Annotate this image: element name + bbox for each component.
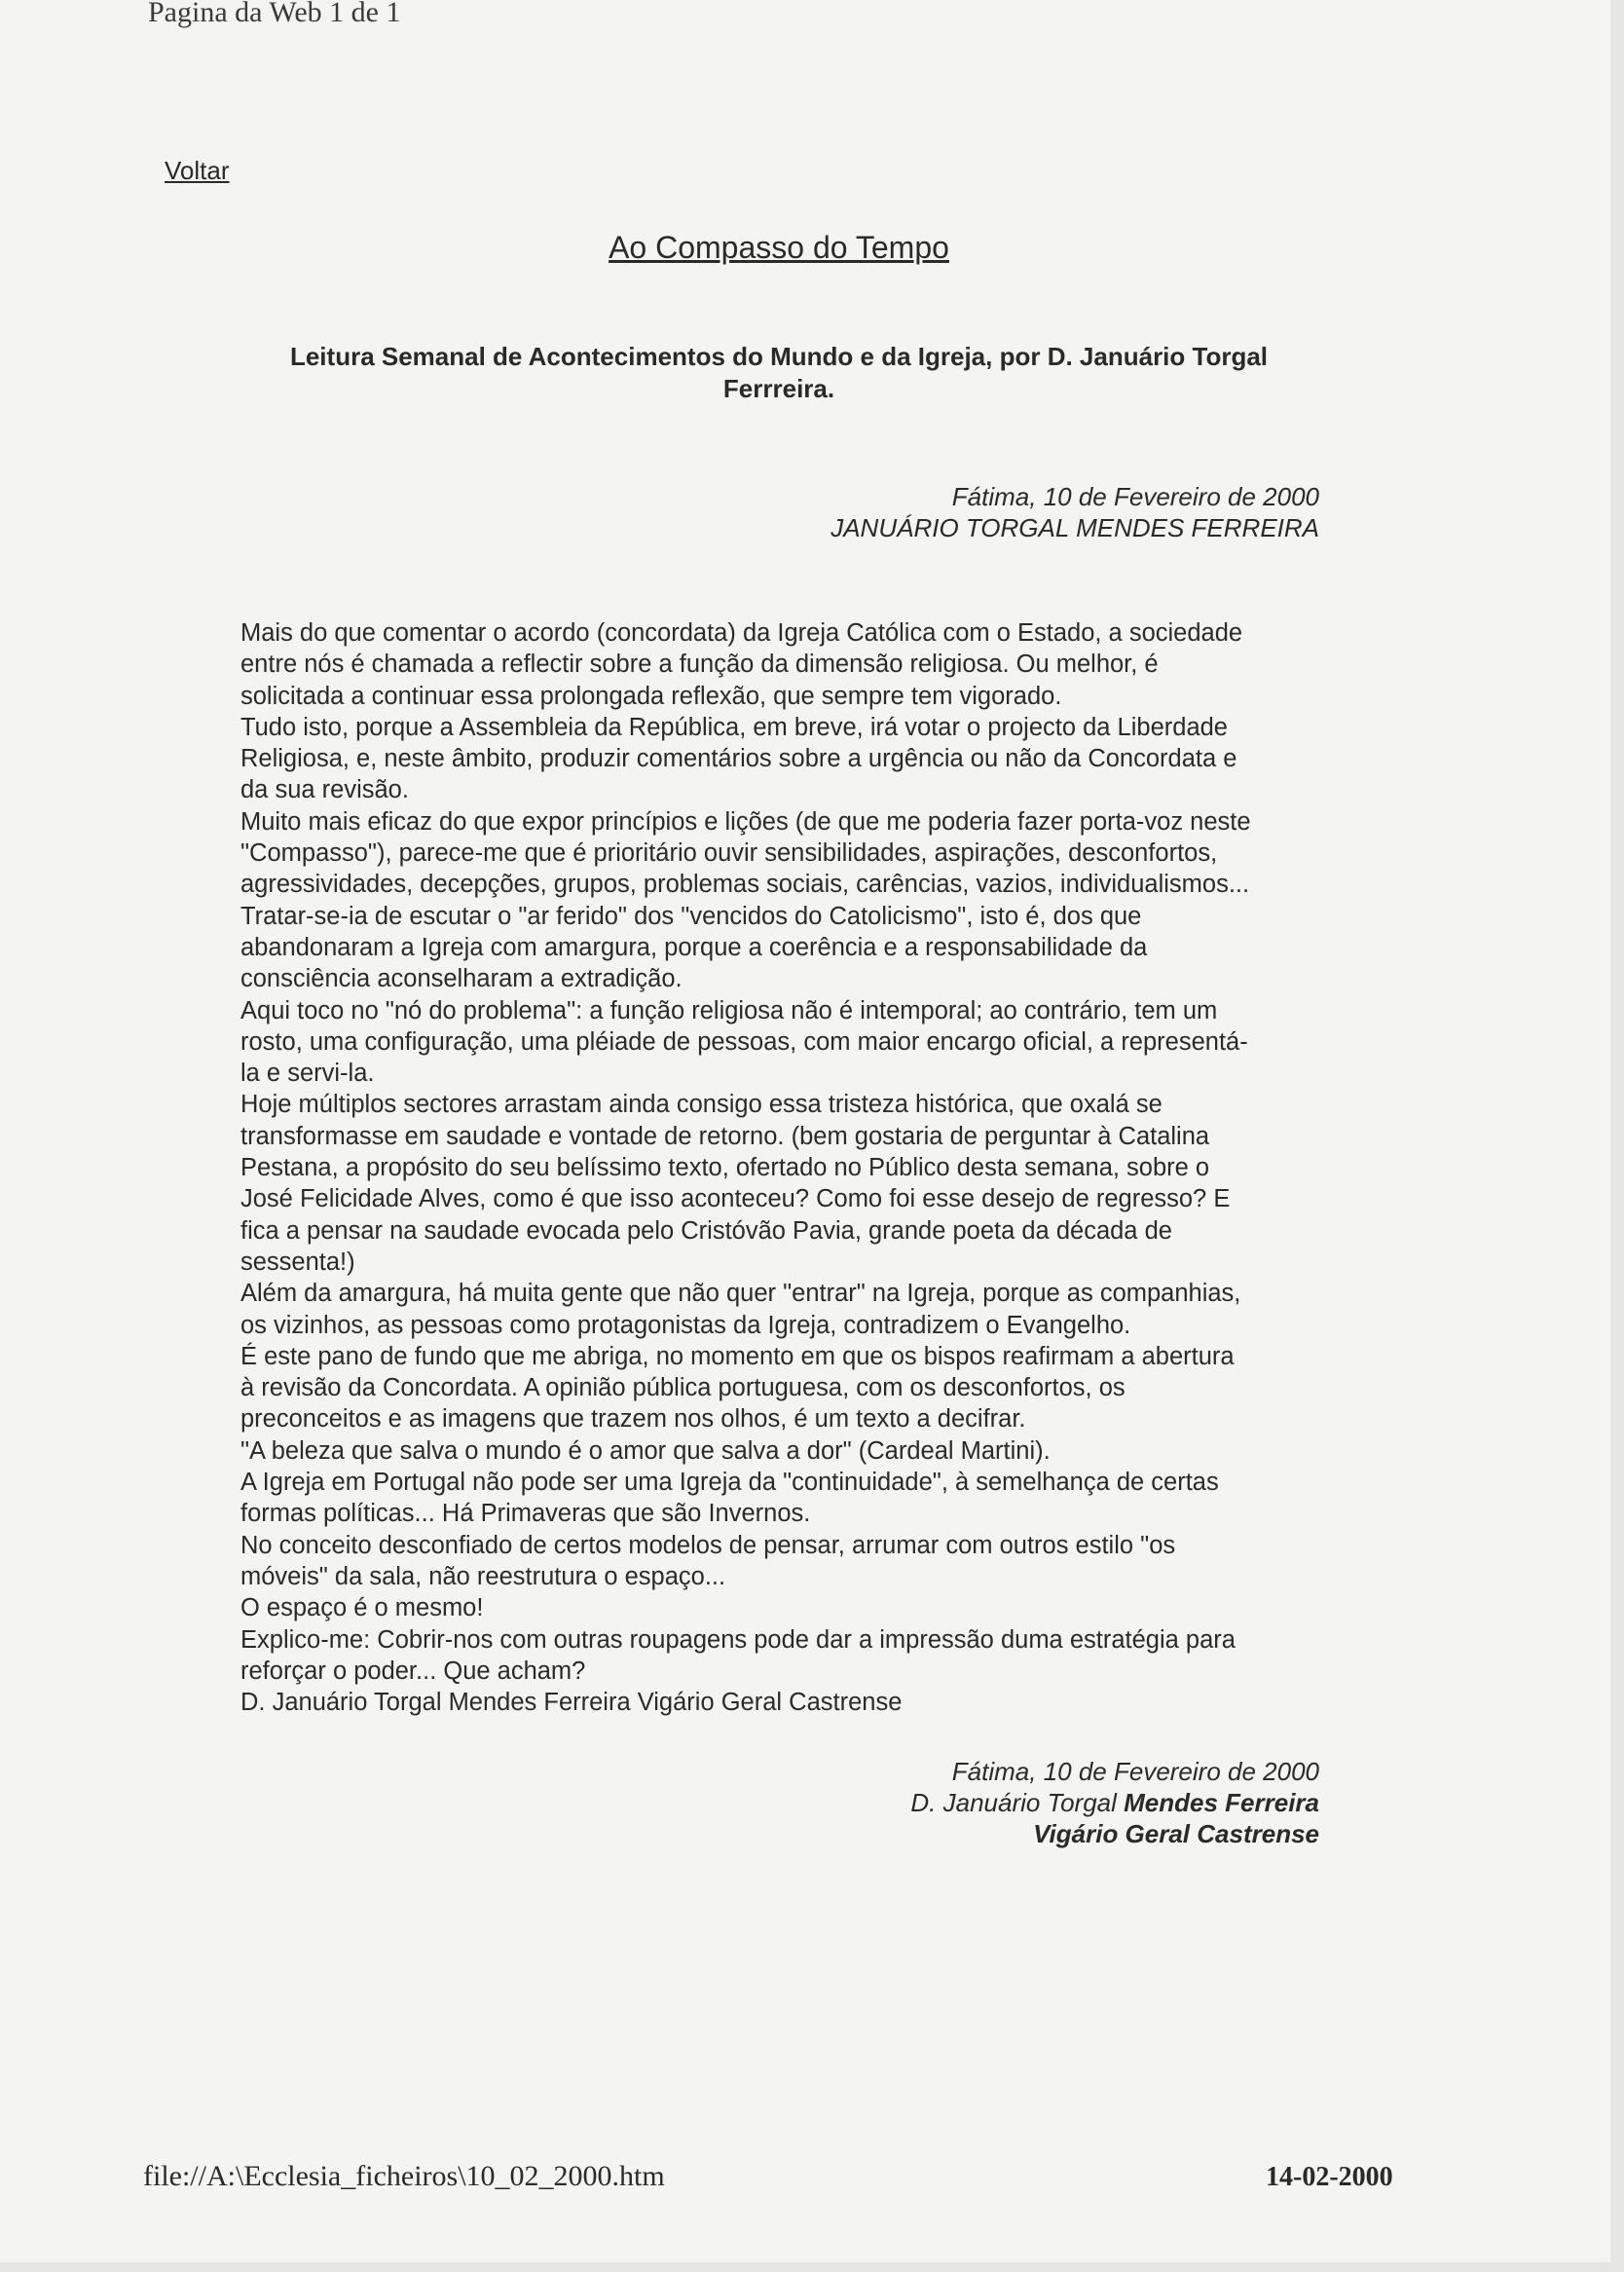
signature-place-date: Fátima, 10 de Fevereiro de 2000 xyxy=(951,1757,1319,1786)
print-header: Pagina da Web 1 de 1 xyxy=(148,0,401,28)
body-line: entre nós é chamada a reflectir sobre a função da dimensão religiosa. Ou melhor, é xyxy=(240,651,1159,679)
body-line: Religiosa, e, neste âmbito, produzir comentários sobre a urgência ou não da Concordata e xyxy=(240,745,1237,773)
page-bottom-edge xyxy=(0,2262,1624,2272)
body-line: "Compasso"), parece-me que é prioritário ouvir sensibilidades, aspirações, desconfortos, xyxy=(240,839,1218,868)
body-line: da sua revisão. xyxy=(240,776,409,804)
body-line: Muito mais eficaz do que expor princípios e lições (de que me poderia fazer porta-voz neste xyxy=(240,807,1251,836)
print-footer-date: 14-02-2000 xyxy=(1266,2162,1393,2192)
body-line: fica a pensar na saudade evocada pelo Cristóvão Pavia, grande poeta da década de xyxy=(240,1216,1172,1245)
body-line: solicitada a continuar essa prolongada reflexão, que sempre tem vigorado. xyxy=(240,682,1062,710)
body-line: Tratar-se-ia de escutar o "ar ferido" dos "vencidos do Catolicismo", isto é, dos que xyxy=(240,902,1142,930)
dateline-place-date: Fátima, 10 de Fevereiro de 2000 xyxy=(951,482,1319,511)
signature-role: Vigário Geral Castrense xyxy=(1033,1819,1319,1848)
body-line: rosto, uma configuração, uma pléiade de pessoas, com maior encargo oficial, a representá- xyxy=(240,1027,1248,1056)
body-line: Pestana, a propósito do seu belíssimo texto, ofertado no Público desta semana, sobre o xyxy=(240,1154,1210,1182)
body-line: Tudo isto, porque a Assembleia da República, em breve, irá votar o projecto da Liberdade xyxy=(240,713,1228,741)
body-line: José Felicidade Alves, como é que isso aconteceu? Como foi esse desejo de regresso? E xyxy=(240,1185,1231,1213)
body-line: Mais do que comentar o acordo (concordata) da Igreja Católica com o Estado, a sociedade xyxy=(240,619,1243,647)
article-subtitle xyxy=(243,341,1314,405)
back-link[interactable]: Voltar xyxy=(165,156,230,185)
body-line: formas políticas... Há Primaveras que são Invernos. xyxy=(240,1500,811,1528)
page-title: Ao Compasso do Tempo xyxy=(609,230,949,265)
body-line: No conceito desconfiado de certos modelos de pensar, arrumar com outros estilo "os xyxy=(240,1531,1176,1559)
print-footer-file-path: file://A:\Ecclesia_ficheiros\10_02_2000.htm xyxy=(143,2160,665,2192)
body-line: É este pano de fundo que me abriga, no momento em que os bispos reafirmam a abertura xyxy=(240,1342,1235,1370)
body-line: reforçar o poder... Que acham? xyxy=(240,1657,586,1685)
body-line: Explico-me: Cobrir-nos com outras roupagens pode dar a impressão duma estratégia para xyxy=(240,1625,1236,1654)
subtitle-line: Leitura Semanal de Acontecimentos do Mundo e da Igreja, por D. Januário Torgal xyxy=(289,342,1269,371)
dateline-author: JANUÁRIO TORGAL MENDES FERREIRA xyxy=(830,513,1319,542)
body-line: preconceitos e as imagens que trazem nos olhos, é um texto a decifrar. xyxy=(240,1405,1026,1434)
body-line: Hoje múltiplos sectores arrastam ainda consigo essa tristeza histórica, que oxalá se xyxy=(240,1091,1163,1119)
body-line: la e servi-la. xyxy=(240,1060,375,1088)
signature-block xyxy=(910,1756,1319,1849)
body-line: abandonaram a Igreja com amargura, porque a coerência e a responsabilidade da xyxy=(240,933,1148,961)
body-line: A Igreja em Portugal não pode ser uma Igreja da "continuidade", à semelhança de certas xyxy=(240,1469,1219,1497)
body-line: os vizinhos, as pessoas como protagonistas da Igreja, contradizem o Evangelho. xyxy=(240,1311,1131,1339)
body-line: consciência aconselharam a extradição. xyxy=(240,965,683,993)
dateline xyxy=(830,481,1319,543)
body-line: sessenta!) xyxy=(240,1248,355,1276)
body-line: D. Januário Torgal Mendes Ferreira Vigário Geral Castrense xyxy=(240,1689,903,1717)
body-line: Além da amargura, há muita gente que não quer "entrar" na Igreja, porque as companhias, xyxy=(240,1280,1241,1308)
subtitle-line: Ferrreira. xyxy=(722,374,835,403)
article-body xyxy=(240,617,1331,1718)
body-line: agressividades, decepções, grupos, problemas sociais, carências, vazios, individualismos... xyxy=(240,871,1250,899)
signature-name-prefix: D. Januário Torgal xyxy=(910,1788,1125,1817)
body-line: "A beleza que salva o mundo é o amor que salva a dor" (Cardeal Martini). xyxy=(240,1436,1051,1465)
signature-name-suffix: Mendes Ferreira xyxy=(1124,1788,1319,1817)
body-line: móveis" da sala, não reestrutura o espaço... xyxy=(240,1562,726,1590)
body-line: Aqui toco no "nó do problema": a função religiosa não é intemporal; ao contrário, tem um xyxy=(240,996,1218,1024)
body-line: à revisão da Concordata. A opinião pública portuguesa, com os desconfortos, os xyxy=(240,1374,1126,1402)
page-edge xyxy=(1610,0,1624,2272)
signature-name xyxy=(910,1787,1319,1818)
body-line: transformasse em saudade e vontade de retorno. (bem gostaria de perguntar à Catalina xyxy=(240,1122,1210,1150)
body-line: O espaço é o mesmo! xyxy=(240,1594,484,1622)
